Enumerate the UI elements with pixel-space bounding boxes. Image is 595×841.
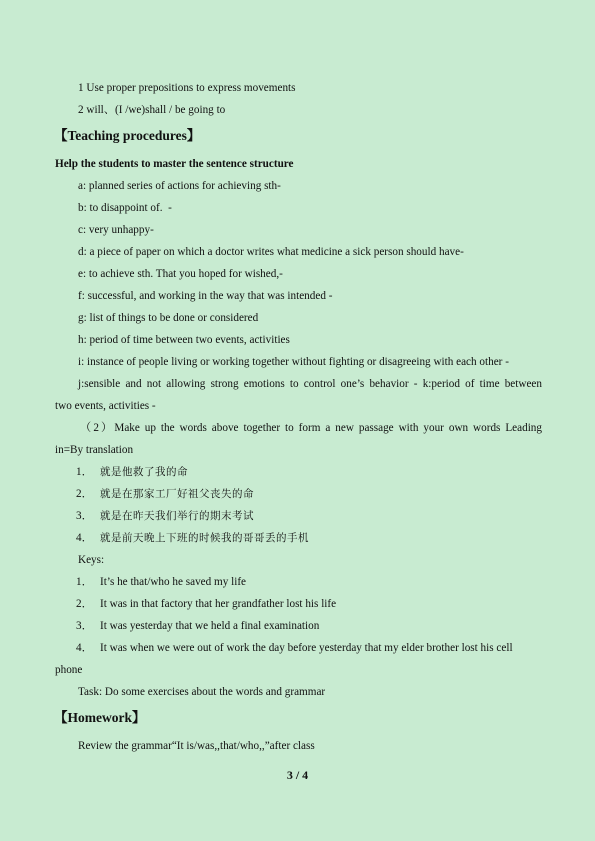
key-text: It was yesterday that we held a final examination [100,620,320,632]
key-number: 1． [76,576,93,588]
key-item [76,575,246,589]
key-item [76,641,513,655]
key-text: It’s he that/who he saved my life [100,576,247,588]
definition-i: i: instance of people living or working together without fighting or disagreeing with each other - [78,356,509,368]
objective-1: 1 Use proper prepositions to express movements [78,82,296,94]
teaching-procedures-heading: 【Teaching procedures】 [54,128,201,143]
key-text: It was in that factory that her grandfather lost his life [100,598,337,610]
task2-line2: in=By translation [55,444,134,456]
translation-text: 就是他救了我的命 [100,466,188,478]
translation-text: 就是前天晚上下班的时候我的哥哥丢的手机 [100,532,309,544]
translation-item [76,487,254,501]
definition-a: a: planned series of actions for achieving sth- [78,180,281,192]
task-line: Task: Do some exercises about the words and grammar [78,686,326,698]
definition-e: e: to achieve sth. That you hoped for wished,- [78,268,283,280]
translation-text: 就是在昨天我们举行的期末考试 [100,510,254,522]
definition-f: f: successful, and working in the way that was intended - [78,290,333,302]
definition-c: c: very unhappy- [78,224,154,236]
translation-number: 4． [76,532,93,544]
key-item [76,619,319,633]
homework-text: Review the grammar“It is/was,,that/who,,”after class [78,740,315,752]
translation-number: 2． [76,488,93,500]
key-number: 2． [76,598,93,610]
keys-label: Keys: [78,554,105,566]
objective-2: 2 will、(I /we)shall / be going to [78,104,226,116]
translation-number: 1． [76,466,93,478]
definition-g: g: list of things to be done or considered [78,312,259,324]
definition-d: d: a piece of paper on which a doctor writes what medicine a sick person should have- [78,246,464,258]
sentence-structure-subheading: Help the students to master the sentence structure [55,158,294,170]
key-text: It was when we were out of work the day before yesterday that my elder brother lost his cell [100,642,513,654]
definition-j-line2: two events, activities - [55,400,156,412]
definition-h: h: period of time between two events, activities [78,334,290,346]
homework-heading: 【Homework】 [54,710,146,725]
translation-item [76,465,188,479]
definition-b: b: to disappoint of. - [78,202,172,214]
translation-number: 3． [76,510,93,522]
key-4-continuation: phone [55,664,83,676]
translation-item [76,531,309,545]
key-item [76,597,336,611]
translation-item [76,509,254,523]
key-number: 4． [76,642,93,654]
task2-line1: （2）Make up the words above together to form a new passage with your own words Leading [80,422,542,434]
key-number: 3． [76,620,93,632]
definition-j-line1: j:sensible and not allowing strong emotions to control one’s behavior - k:period of time between [78,378,542,390]
page-number: 3 / 4 [286,768,309,782]
translation-text: 就是在那家工厂好祖父丧失的命 [100,488,254,500]
